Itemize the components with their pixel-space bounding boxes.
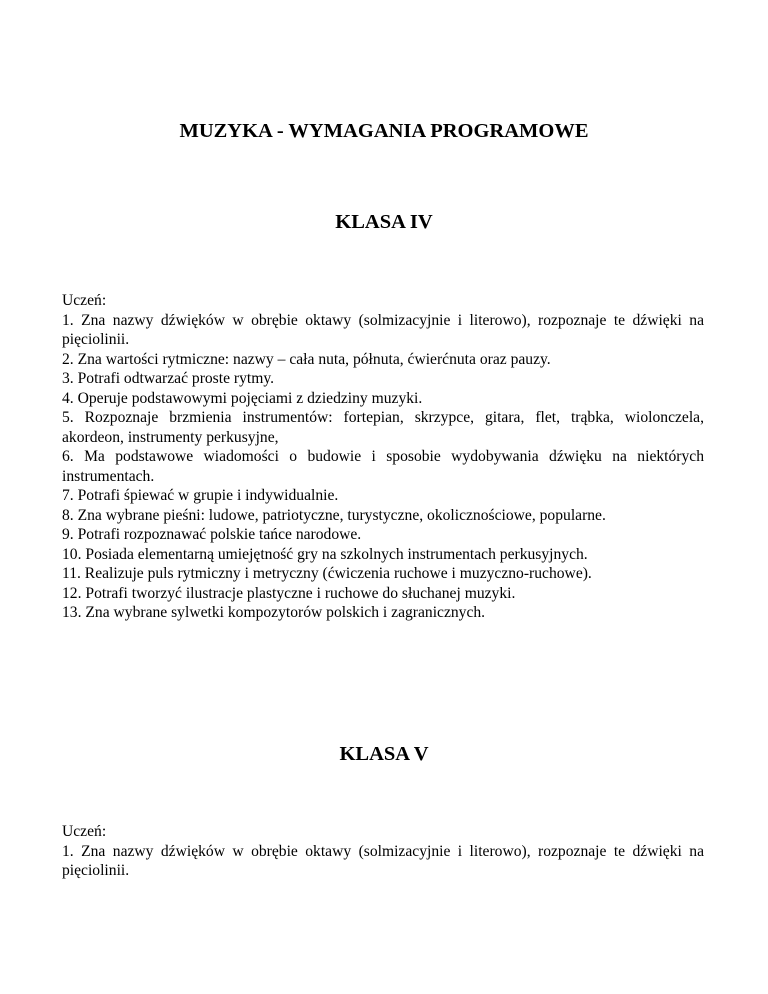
klasa-v-requirements: [62, 822, 704, 881]
list-item: 1. Zna nazwy dźwięków w obrębie oktawy (solmizacyjnie i literowo), rozpoznaje te dźwięki na pięciolinii.: [62, 842, 704, 879]
list-item: 1. Zna nazwy dźwięków w obrębie oktawy (solmizacyjnie i literowo), rozpoznaje te dźwięki na pięciolinii.: [62, 311, 704, 348]
klasa-iv-requirements: [62, 291, 704, 623]
list-item: 2. Zna wartości rytmiczne: nazwy – cała nuta, półnuta, ćwierćnuta oraz pauzy.: [62, 350, 551, 368]
list-item: 12. Potrafi tworzyć ilustracje plastyczne i ruchowe do słuchanej muzyki.: [62, 584, 516, 602]
list-item: 3. Potrafi odtwarzać proste rytmy.: [62, 370, 275, 387]
list-item: 9. Potrafi rozpoznawać polskie tańce narodowe.: [62, 526, 362, 543]
list-item: 6. Ma podstawowe wiadomości o budowie i sposobie wydobywania dźwięku na niektórych instrumentach.: [62, 448, 704, 485]
list-item: 11. Realizuje puls rytmiczny i metryczny (ćwiczenia ruchowe i muzyczno-ruchowe).: [62, 565, 592, 582]
klasa-iv-heading: KLASA IV: [335, 211, 433, 233]
list-item: 10. Posiada elementarną umiejętność gry na szkolnych instrumentach perkusyjnych.: [62, 545, 588, 563]
klasa-iv-intro: Uczeń:: [62, 292, 107, 309]
list-item: 5. Rozpoznaje brzmienia instrumentów: fortepian, skrzypce, gitara, flet, trąbka, wiolonczela, akordeon, instrumenty perkusyjne,: [62, 409, 704, 446]
list-item: 7. Potrafi śpiewać w grupie i indywidualnie.: [62, 487, 339, 504]
klasa-v-intro: Uczeń:: [62, 823, 107, 840]
document-title: MUZYKA - WYMAGANIA PROGRAMOWE: [179, 120, 589, 142]
list-item: 4. Operuje podstawowymi pojęciami z dziedziny muzyki.: [62, 389, 423, 407]
klasa-v-heading: KLASA V: [339, 743, 429, 765]
list-item: 13. Zna wybrane sylwetki kompozytorów polskich i zagranicznych.: [62, 604, 486, 621]
list-item: 8. Zna wybrane pieśni: ludowe, patriotyczne, turystyczne, okolicznościowe, popularne.: [62, 506, 606, 524]
